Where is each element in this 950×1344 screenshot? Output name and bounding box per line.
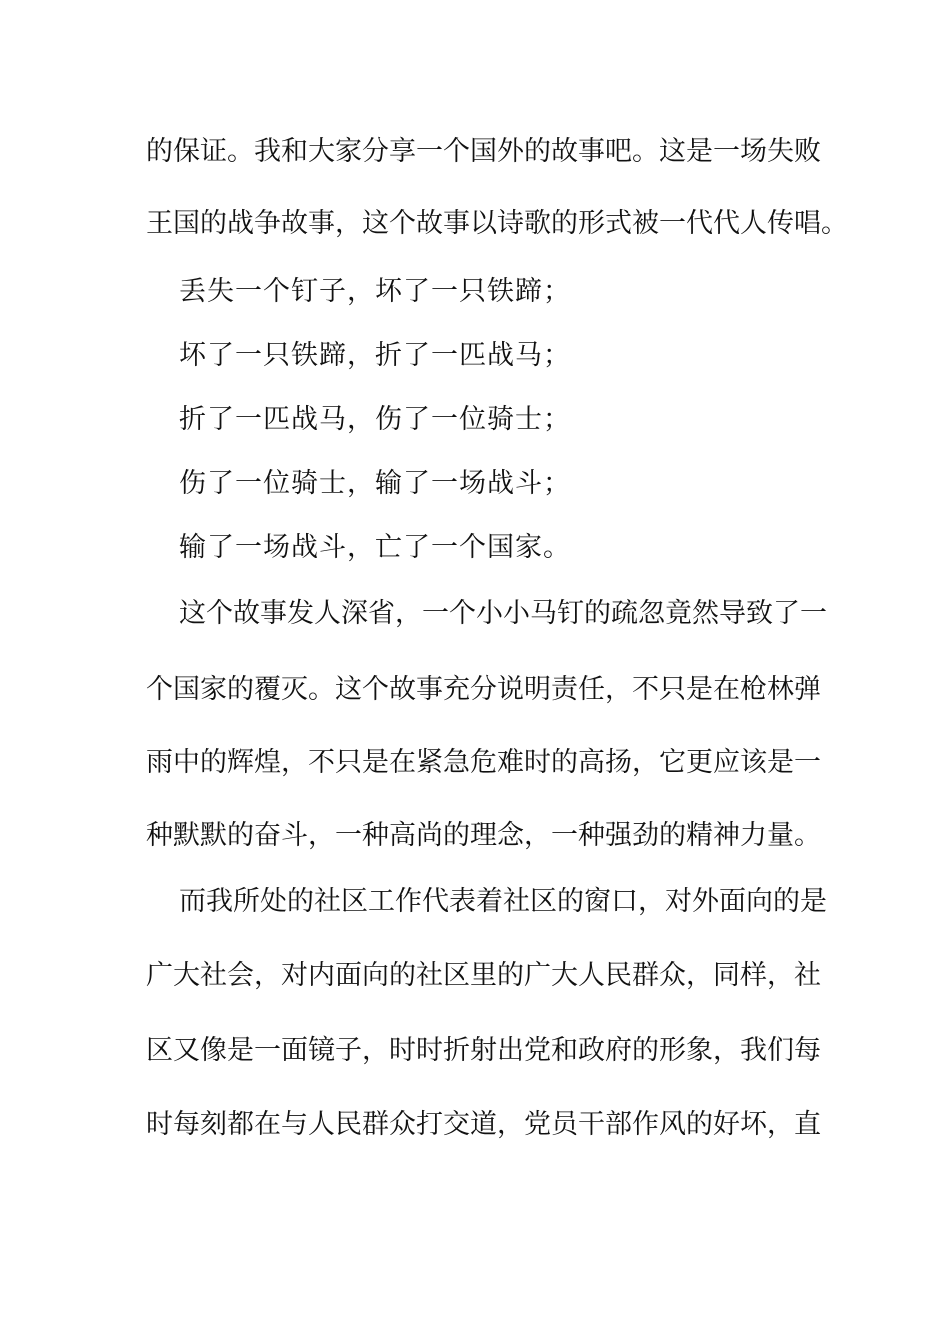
poem-line-3: 折了一匹战马，伤了一位骑士； (179, 404, 571, 435)
paragraph-line-3: 这个故事发人深省，一个小小马钉的疏忽竟然导致了一 (179, 598, 827, 629)
poem-line-5: 输了一场战斗，亡了一个国家。 (179, 532, 571, 563)
paragraph-line-5: 雨中的辉煌，不只是在紧急危难时的高扬，它更应该是一 (146, 747, 821, 778)
paragraph-line-9: 区又像是一面镜子，时时折射出党和政府的形象，我们每 (146, 1035, 821, 1066)
poem-line-2: 坏了一只铁蹄，折了一匹战马； (179, 340, 571, 371)
poem-line-1: 丢失一个钉子，坏了一只铁蹄； (179, 276, 571, 307)
poem-line-4: 伤了一位骑士，输了一场战斗； (179, 468, 571, 499)
paragraph-line-7: 而我所处的社区工作代表着社区的窗口，对外面向的是 (179, 886, 827, 917)
paragraph-line-6: 种默默的奋斗，一种高尚的理念，一种强劲的精神力量。 (146, 820, 821, 851)
paragraph-line-10: 时每刻都在与人民群众打交道，党员干部作风的好坏，直 (146, 1109, 821, 1140)
paragraph-line-4: 个国家的覆灭。这个故事充分说明责任，不只是在枪林弹 (146, 674, 821, 705)
paragraph-line-8: 广大社会，对内面向的社区里的广大人民群众，同样，社 (146, 960, 821, 991)
paragraph-line-2: 王国的战争故事，这个故事以诗歌的形式被一代代人传唱。 (146, 208, 848, 239)
paragraph-line-1: 的保证。我和大家分享一个国外的故事吧。这是一场失败 (146, 136, 821, 167)
